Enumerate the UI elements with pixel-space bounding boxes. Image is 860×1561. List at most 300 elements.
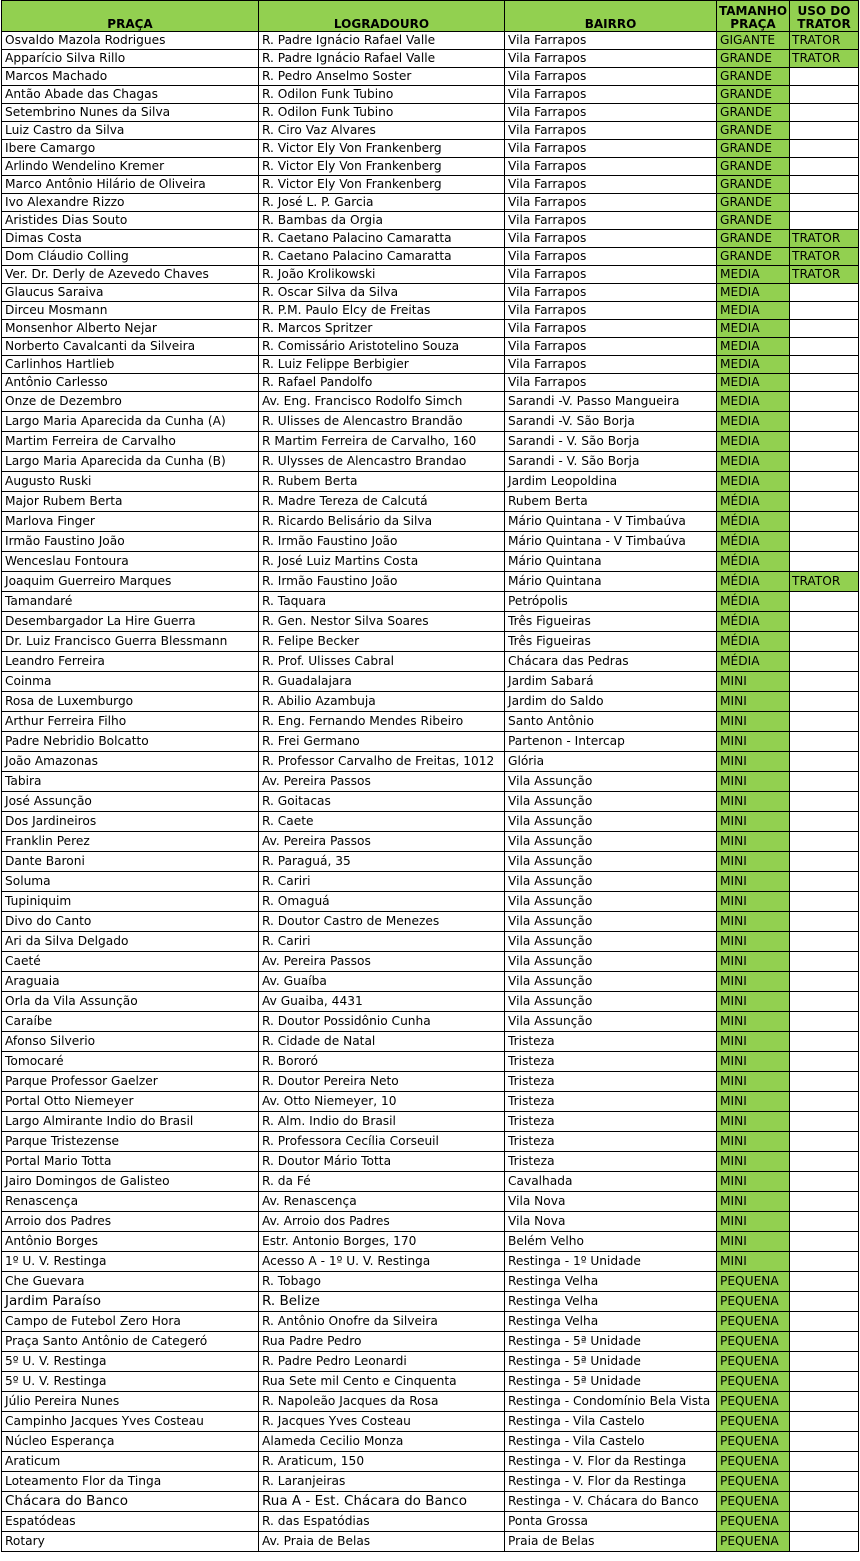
cell-uso	[790, 1012, 859, 1032]
table-header	[2, 1, 859, 32]
cell-praca: Tomocaré	[2, 1052, 259, 1072]
cell-tamanho: MEDIA	[717, 302, 790, 320]
cell-logradouro: R. Bambas da Orgia	[259, 212, 505, 230]
cell-logradouro: R. Eng. Fernando Mendes Ribeiro	[259, 712, 505, 732]
cell-praca: Tabira	[2, 772, 259, 792]
cell-praca: Caraíbe	[2, 1012, 259, 1032]
cell-uso	[790, 194, 859, 212]
header-row	[2, 1, 859, 32]
header-uso-line1: USO DO	[797, 4, 851, 18]
cell-praca: Tupiniquim	[2, 892, 259, 912]
cell-tamanho: GRANDE	[717, 194, 790, 212]
cell-logradouro: Av. Renascença	[259, 1192, 505, 1212]
cell-uso	[790, 320, 859, 338]
cell-tamanho: MINI	[717, 912, 790, 932]
cell-bairro: Tristeza	[505, 1112, 717, 1132]
cell-uso	[790, 212, 859, 230]
cell-uso	[790, 374, 859, 392]
cell-praca: Marco Antônio Hilário de Oliveira	[2, 176, 259, 194]
cell-uso	[790, 338, 859, 356]
cell-tamanho: GRANDE	[717, 230, 790, 248]
cell-logradouro: R. Paraguá, 35	[259, 852, 505, 872]
cell-praca: Ivo Alexandre Rizzo	[2, 194, 259, 212]
table-row	[2, 68, 859, 86]
cell-uso	[790, 1512, 859, 1532]
cell-praca: Araticum	[2, 1452, 259, 1472]
cell-logradouro: R. Doutor Possidônio Cunha	[259, 1012, 505, 1032]
cell-tamanho: MEDIA	[717, 432, 790, 452]
cell-bairro: Vila Farrapos	[505, 338, 717, 356]
cell-bairro: Restinga - V. Flor da Restinga	[505, 1452, 717, 1472]
cell-bairro: Mário Quintana	[505, 552, 717, 572]
table-row	[2, 712, 859, 732]
cell-logradouro: Av. Eng. Francisco Rodolfo Simch	[259, 392, 505, 412]
cell-bairro: Vila Assunção	[505, 992, 717, 1012]
cell-bairro: Vila Assunção	[505, 872, 717, 892]
cell-bairro: Vila Farrapos	[505, 176, 717, 194]
cell-bairro: Vila Assunção	[505, 812, 717, 832]
table-row	[2, 1112, 859, 1132]
cell-tamanho: GRANDE	[717, 212, 790, 230]
cell-logradouro: R. Guadalajara	[259, 672, 505, 692]
cell-praca: Praça Santo Antônio de Categeró	[2, 1332, 259, 1352]
cell-tamanho: MINI	[717, 1132, 790, 1152]
table-row	[2, 266, 859, 284]
table-row	[2, 122, 859, 140]
cell-bairro: Vila Assunção	[505, 952, 717, 972]
cell-logradouro: R. Victor Ely Von Frankenberg	[259, 176, 505, 194]
table-row	[2, 158, 859, 176]
cell-bairro: Vila Assunção	[505, 932, 717, 952]
cell-tamanho: MÉDIA	[717, 612, 790, 632]
cell-praca: Orla da Vila Assunção	[2, 992, 259, 1012]
cell-logradouro: R. José Luiz Martins Costa	[259, 552, 505, 572]
cell-bairro: Tristeza	[505, 1092, 717, 1112]
cell-bairro: Restinga - 5ª Unidade	[505, 1332, 717, 1352]
cell-logradouro: R. Luiz Felippe Berbigier	[259, 356, 505, 374]
table-row	[2, 1372, 859, 1392]
header-bairro: BAIRRO	[505, 1, 717, 32]
cell-praca: Divo do Canto	[2, 912, 259, 932]
cell-tamanho: MINI	[717, 972, 790, 992]
cell-logradouro: R. Alm. Indio do Brasil	[259, 1112, 505, 1132]
cell-logradouro: R. Comissário Aristotelino Souza	[259, 338, 505, 356]
table-row	[2, 32, 859, 50]
cell-praca: Monsenhor Alberto Nejar	[2, 320, 259, 338]
table-row	[2, 972, 859, 992]
cell-praca: Martim Ferreira de Carvalho	[2, 432, 259, 452]
cell-logradouro: R. Napoleão Jacques da Rosa	[259, 1392, 505, 1412]
table-row	[2, 932, 859, 952]
cell-uso	[790, 872, 859, 892]
cell-praca: Dos Jardineiros	[2, 812, 259, 832]
cell-tamanho: PEQUENA	[717, 1452, 790, 1472]
cell-uso	[790, 1172, 859, 1192]
cell-tamanho: PEQUENA	[717, 1432, 790, 1452]
cell-praca: Norberto Cavalcanti da Silveira	[2, 338, 259, 356]
cell-bairro: Restinga Velha	[505, 1292, 717, 1312]
cell-logradouro: Rua Padre Pedro	[259, 1332, 505, 1352]
cell-uso	[790, 552, 859, 572]
cell-bairro: Vila Farrapos	[505, 158, 717, 176]
cell-tamanho: PEQUENA	[717, 1352, 790, 1372]
cell-tamanho: GRANDE	[717, 248, 790, 266]
cell-logradouro: R. Jacques Yves Costeau	[259, 1412, 505, 1432]
cell-praca: Osvaldo Mazola Rodrigues	[2, 32, 259, 50]
cell-logradouro: R. Odilon Funk Tubino	[259, 86, 505, 104]
table-row	[2, 512, 859, 532]
cell-praca: Aristides Dias Souto	[2, 212, 259, 230]
table-row	[2, 284, 859, 302]
cell-bairro: Restinga - Vila Castelo	[505, 1432, 717, 1452]
table-row	[2, 412, 859, 432]
cell-tamanho: MEDIA	[717, 266, 790, 284]
cell-bairro: Vila Farrapos	[505, 356, 717, 374]
cell-tamanho: MINI	[717, 752, 790, 772]
cell-tamanho: MINI	[717, 1212, 790, 1232]
table-row	[2, 732, 859, 752]
cell-logradouro: Estr. Antonio Borges, 170	[259, 1232, 505, 1252]
cell-bairro: Jardim do Saldo	[505, 692, 717, 712]
cell-uso	[790, 1432, 859, 1452]
table-row	[2, 952, 859, 972]
cell-bairro: Três Figueiras	[505, 612, 717, 632]
table-row	[2, 338, 859, 356]
cell-bairro: Vila Farrapos	[505, 230, 717, 248]
cell-logradouro: R. Padre Ignácio Rafael Valle	[259, 32, 505, 50]
cell-praca: Onze de Dezembro	[2, 392, 259, 412]
table-row	[2, 1292, 859, 1312]
table-row	[2, 852, 859, 872]
cell-uso	[790, 1092, 859, 1112]
cell-praca: Arthur Ferreira Filho	[2, 712, 259, 732]
cell-praca: Apparício Silva Rillo	[2, 50, 259, 68]
header-uso-do-trator	[790, 1, 859, 32]
cell-uso	[790, 1472, 859, 1492]
cell-praca: Dimas Costa	[2, 230, 259, 248]
cell-praca: Dante Baroni	[2, 852, 259, 872]
cell-praca: Largo Maria Aparecida da Cunha (A)	[2, 412, 259, 432]
cell-praca: Portal Mario Totta	[2, 1152, 259, 1172]
cell-tamanho: MINI	[717, 992, 790, 1012]
cell-tamanho: MINI	[717, 692, 790, 712]
cell-praca: Parque Tristezense	[2, 1132, 259, 1152]
cell-tamanho: MÉDIA	[717, 572, 790, 592]
cell-uso	[790, 752, 859, 772]
cell-praca: Chácara do Banco	[2, 1492, 259, 1512]
cell-bairro: Vila Farrapos	[505, 50, 717, 68]
cell-uso	[790, 692, 859, 712]
cell-praca: Núcleo Esperança	[2, 1432, 259, 1452]
table-row	[2, 374, 859, 392]
cell-logradouro: R. Frei Germano	[259, 732, 505, 752]
cell-praca: Arroio dos Padres	[2, 1212, 259, 1232]
table-row	[2, 632, 859, 652]
cell-praca: Júlio Pereira Nunes	[2, 1392, 259, 1412]
header-tamanho-praca	[717, 1, 790, 32]
cell-tamanho: GRANDE	[717, 176, 790, 194]
cell-uso	[790, 1212, 859, 1232]
cell-logradouro: R. Madre Tereza de Calcutá	[259, 492, 505, 512]
cell-tamanho: PEQUENA	[717, 1272, 790, 1292]
cell-logradouro: R. Irmão Faustino João	[259, 572, 505, 592]
table-row	[2, 1492, 859, 1512]
cell-bairro: Vila Farrapos	[505, 212, 717, 230]
cell-tamanho: MEDIA	[717, 356, 790, 374]
cell-tamanho: PEQUENA	[717, 1472, 790, 1492]
cell-logradouro: R. Caete	[259, 812, 505, 832]
cell-praca: Largo Maria Aparecida da Cunha (B)	[2, 452, 259, 472]
cell-uso	[790, 1072, 859, 1092]
cell-bairro: Belém Velho	[505, 1232, 717, 1252]
cell-bairro: Vila Assunção	[505, 792, 717, 812]
cell-uso	[790, 412, 859, 432]
table-row	[2, 212, 859, 230]
cell-tamanho: PEQUENA	[717, 1372, 790, 1392]
cell-uso	[790, 1152, 859, 1172]
cell-tamanho: MEDIA	[717, 320, 790, 338]
cell-logradouro: R. Victor Ely Von Frankenberg	[259, 140, 505, 158]
cell-bairro: Vila Assunção	[505, 892, 717, 912]
cell-bairro: Restinga - V. Chácara do Banco	[505, 1492, 717, 1512]
cell-logradouro: R. Odilon Funk Tubino	[259, 104, 505, 122]
cell-uso	[790, 302, 859, 320]
cell-praca: Portal Otto Niemeyer	[2, 1092, 259, 1112]
cell-tamanho: MINI	[717, 1032, 790, 1052]
cell-praca: Antônio Carlesso	[2, 374, 259, 392]
cell-bairro: Santo Antônio	[505, 712, 717, 732]
cell-logradouro: R. Cidade de Natal	[259, 1032, 505, 1052]
cell-logradouro: R. Caetano Palacino Camaratta	[259, 230, 505, 248]
cell-praca: Carlinhos Hartlieb	[2, 356, 259, 374]
cell-bairro: Vila Nova	[505, 1192, 717, 1212]
cell-bairro: Ponta Grossa	[505, 1512, 717, 1532]
cell-uso: TRATOR	[790, 266, 859, 284]
table-row	[2, 772, 859, 792]
cell-bairro: Mário Quintana - V Timbaúva	[505, 512, 717, 532]
cell-uso	[790, 392, 859, 412]
cell-tamanho: GIGANTE	[717, 32, 790, 50]
cell-bairro: Vila Farrapos	[505, 86, 717, 104]
cell-praca: Rosa de Luxemburgo	[2, 692, 259, 712]
table-row	[2, 392, 859, 412]
cell-praca: Glaucus Saraiva	[2, 284, 259, 302]
cell-praca: Jardim Paraíso	[2, 1292, 259, 1312]
table-row	[2, 1212, 859, 1232]
cell-logradouro: Av. Pereira Passos	[259, 772, 505, 792]
cell-praca: Franklin Perez	[2, 832, 259, 852]
cell-bairro: Restinga - 5ª Unidade	[505, 1352, 717, 1372]
table-row	[2, 832, 859, 852]
cell-logradouro: R. Oscar Silva da Silva	[259, 284, 505, 302]
cell-praca: Augusto Ruski	[2, 472, 259, 492]
cell-logradouro: R. Bororó	[259, 1052, 505, 1072]
cell-tamanho: MINI	[717, 1172, 790, 1192]
cell-bairro: Cavalhada	[505, 1172, 717, 1192]
cell-logradouro: R. Taquara	[259, 592, 505, 612]
table-body	[2, 32, 859, 1552]
table-row	[2, 1132, 859, 1152]
cell-logradouro: Acesso A - 1º U. V. Restinga	[259, 1252, 505, 1272]
cell-praca: Afonso Silverio	[2, 1032, 259, 1052]
table-row	[2, 1072, 859, 1092]
cell-praca: Luiz Castro da Silva	[2, 122, 259, 140]
cell-logradouro: Av. Otto Niemeyer, 10	[259, 1092, 505, 1112]
cell-tamanho: MINI	[717, 712, 790, 732]
cell-bairro: Vila Farrapos	[505, 302, 717, 320]
cell-praca: 5º U. V. Restinga	[2, 1352, 259, 1372]
cell-tamanho: MINI	[717, 932, 790, 952]
cell-bairro: Chácara das Pedras	[505, 652, 717, 672]
table-row	[2, 1512, 859, 1532]
table-row	[2, 1012, 859, 1032]
cell-uso	[790, 452, 859, 472]
table-row	[2, 472, 859, 492]
table-row	[2, 812, 859, 832]
cell-praca: Tamandaré	[2, 592, 259, 612]
cell-uso	[790, 952, 859, 972]
cell-bairro: Sarandi - V. São Borja	[505, 432, 717, 452]
cell-praca: Desembargador La Hire Guerra	[2, 612, 259, 632]
cell-logradouro: R. Irmão Faustino João	[259, 532, 505, 552]
cell-tamanho: GRANDE	[717, 122, 790, 140]
cell-logradouro: R. Padre Ignácio Rafael Valle	[259, 50, 505, 68]
cell-tamanho: MINI	[717, 812, 790, 832]
cell-tamanho: MINI	[717, 1072, 790, 1092]
table-row	[2, 572, 859, 592]
table-row	[2, 1232, 859, 1252]
cell-bairro: Vila Assunção	[505, 972, 717, 992]
table-row	[2, 752, 859, 772]
cell-praca: Che Guevara	[2, 1272, 259, 1292]
cell-uso	[790, 532, 859, 552]
cell-tamanho: MEDIA	[717, 338, 790, 356]
cell-praca: Parque Professor Gaelzer	[2, 1072, 259, 1092]
cell-logradouro: R. Tobago	[259, 1272, 505, 1292]
cell-logradouro: R. Abilio Azambuja	[259, 692, 505, 712]
cell-tamanho: PEQUENA	[717, 1532, 790, 1552]
cell-logradouro: R. Araticum, 150	[259, 1452, 505, 1472]
table-row	[2, 1392, 859, 1412]
cell-tamanho: MINI	[717, 792, 790, 812]
cell-bairro: Vila Farrapos	[505, 194, 717, 212]
cell-tamanho: GRANDE	[717, 86, 790, 104]
cell-tamanho: MINI	[717, 1252, 790, 1272]
cell-bairro: Vila Farrapos	[505, 248, 717, 266]
cell-bairro: Restinga Velha	[505, 1272, 717, 1292]
table-row	[2, 1532, 859, 1552]
cell-uso	[790, 732, 859, 752]
cell-bairro: Sarandi -V. São Borja	[505, 412, 717, 432]
cell-uso	[790, 432, 859, 452]
cell-tamanho: MINI	[717, 1192, 790, 1212]
cell-praca: Antão Abade das Chagas	[2, 86, 259, 104]
cell-tamanho: PEQUENA	[717, 1332, 790, 1352]
cell-tamanho: MÉDIA	[717, 552, 790, 572]
cell-tamanho: MINI	[717, 952, 790, 972]
table-row	[2, 1172, 859, 1192]
table-row	[2, 612, 859, 632]
cell-praca: Campinho Jacques Yves Costeau	[2, 1412, 259, 1432]
cell-logradouro: R Martim Ferreira de Carvalho, 160	[259, 432, 505, 452]
cell-tamanho: MÉDIA	[717, 652, 790, 672]
cell-bairro: Vila Farrapos	[505, 32, 717, 50]
table-row	[2, 652, 859, 672]
table-row	[2, 1352, 859, 1372]
cell-tamanho: MEDIA	[717, 284, 790, 302]
cell-logradouro: R. Cariri	[259, 932, 505, 952]
table-row	[2, 140, 859, 158]
cell-bairro: Vila Assunção	[505, 1012, 717, 1032]
cell-praca: Campo de Futebol Zero Hora	[2, 1312, 259, 1332]
cell-praca: Renascença	[2, 1192, 259, 1212]
cell-logradouro: Av. Pereira Passos	[259, 832, 505, 852]
table-row	[2, 552, 859, 572]
table-row	[2, 792, 859, 812]
cell-praca: Coinma	[2, 672, 259, 692]
table-row	[2, 892, 859, 912]
cell-uso	[790, 812, 859, 832]
cell-bairro: Vila Assunção	[505, 832, 717, 852]
cell-logradouro: R. Marcos Spritzer	[259, 320, 505, 338]
table-row	[2, 872, 859, 892]
cell-bairro: Vila Farrapos	[505, 374, 717, 392]
cell-uso	[790, 1132, 859, 1152]
cell-uso	[790, 612, 859, 632]
cell-uso	[790, 1372, 859, 1392]
cell-uso: TRATOR	[790, 50, 859, 68]
cell-logradouro: Alameda Cecilio Monza	[259, 1432, 505, 1452]
cell-logradouro: R. Professora Cecília Corseuil	[259, 1132, 505, 1152]
cell-tamanho: MINI	[717, 1112, 790, 1132]
cell-tamanho: MINI	[717, 852, 790, 872]
cell-tamanho: MINI	[717, 672, 790, 692]
cell-bairro: Glória	[505, 752, 717, 772]
cell-uso	[790, 912, 859, 932]
cell-uso	[790, 1032, 859, 1052]
header-tamanho-line2: PRAÇA	[730, 17, 776, 31]
cell-logradouro: Av. Pereira Passos	[259, 952, 505, 972]
cell-tamanho: MINI	[717, 1052, 790, 1072]
table-row	[2, 1252, 859, 1272]
cell-bairro: Partenon - Intercap	[505, 732, 717, 752]
cell-tamanho: MINI	[717, 1232, 790, 1252]
cell-uso	[790, 972, 859, 992]
cell-bairro: Vila Assunção	[505, 912, 717, 932]
cell-logradouro: R. Caetano Palacino Camaratta	[259, 248, 505, 266]
cell-uso	[790, 122, 859, 140]
cell-logradouro: R. Ciro Vaz Alvares	[259, 122, 505, 140]
cell-tamanho: GRANDE	[717, 104, 790, 122]
cell-tamanho: PEQUENA	[717, 1492, 790, 1512]
cell-logradouro: R. Doutor Mário Totta	[259, 1152, 505, 1172]
cell-uso	[790, 672, 859, 692]
cell-uso	[790, 892, 859, 912]
cell-bairro: Restinga - 1º Unidade	[505, 1252, 717, 1272]
cell-praca: Dr. Luiz Francisco Guerra Blessmann	[2, 632, 259, 652]
cell-bairro: Jardim Sabará	[505, 672, 717, 692]
cell-praca: Padre Nebridio Bolcatto	[2, 732, 259, 752]
cell-uso	[790, 1532, 859, 1552]
cell-tamanho: PEQUENA	[717, 1312, 790, 1332]
cell-uso	[790, 158, 859, 176]
cell-tamanho: PEQUENA	[717, 1392, 790, 1412]
table-row	[2, 1432, 859, 1452]
cell-tamanho: MÉDIA	[717, 492, 790, 512]
cell-tamanho: MÉDIA	[717, 512, 790, 532]
cell-bairro: Vila Assunção	[505, 852, 717, 872]
cell-bairro: Vila Nova	[505, 1212, 717, 1232]
